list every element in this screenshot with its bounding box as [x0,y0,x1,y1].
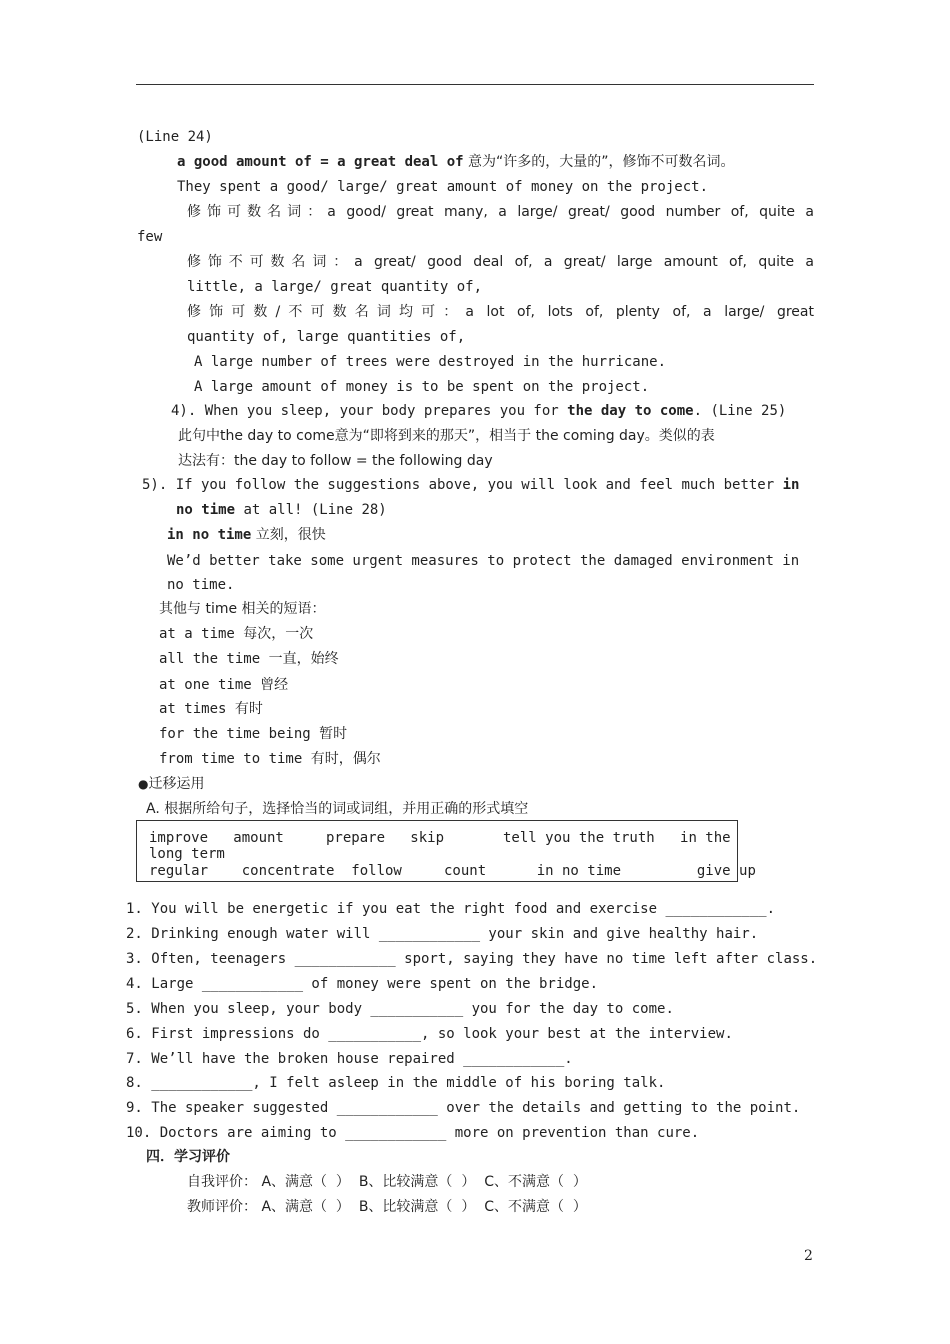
related-phrase: at times 有时 [159,701,263,717]
related-phrase: for the time being 暂时 [159,726,348,742]
both-note-cont: quantity of, large quantities of, [187,329,466,345]
example-sentence: A large amount of money is to be spent on the project. [194,379,650,395]
point-5-cont: no time at all! (Line 28) [176,502,387,518]
phrase-bold: in no time [167,527,252,543]
line-reference: (Line 24) [137,129,213,145]
exercise-item: 5. When you sleep, your body ___________ you for the day to come. [126,1001,674,1017]
page-number: 2 [804,1248,813,1264]
point-4-bold: the day to come [567,403,694,419]
uncountable-note-cont: little, a large/ great quantity of, [187,279,483,295]
example-sentence: A large number of trees were destroyed in the hurricane. [194,354,667,370]
evaluation-heading: 四．学习评价 [146,1149,230,1165]
example-sentence-cont: no time. [167,577,235,593]
countable-note-cont: few [137,229,163,245]
related-phrases-heading: 其他与 time 相关的短语： [159,601,326,617]
related-phrase: all the time 一直，始终 [159,651,339,667]
point-4-note-cont: 达法有：the day to follow = the following day [178,453,493,469]
related-phrase: at a time 每次，一次 [159,626,314,642]
section-transfer: ●迁移运用 [138,776,205,792]
both-note: 修饰可数/不可数名词均可：a lot of, lots of, plenty of, a large/ great [187,304,814,320]
exercise-item: 6. First impressions do ___________, so look your best at the interview. [126,1026,733,1042]
phrase-note: in no time 立刻，很快 [167,527,326,543]
word-bank-row: regular concentrate follow count in no time give up [149,863,756,879]
exercise-item: 7. We’ll have the broken house repaired ____________. [126,1051,573,1067]
exercise-item: 2. Drinking enough water will ____________ your skin and give healthy hair. [126,926,759,942]
exercise-instruction: A. 根据所给句子，选择恰当的词或词组，并用正确的形式填空 [146,801,529,817]
word-bank-box [136,820,756,882]
self-evaluation: 自我评价： A、满意（ ） B、比较满意（ ） C、不满意（ ） [187,1174,587,1190]
example-sentence: We’d better take some urgent measures to protect the damaged environment in [167,553,800,569]
example-sentence: They spent a good/ large/ great amount of money on the project. [177,179,709,195]
related-phrase: from time to time 有时，偶尔 [159,751,381,767]
point-5-bold: in [782,477,800,493]
exercise-item: 8. ____________, I felt asleep in the middle of his boring talk. [126,1075,666,1091]
exercise-item: 9. The speaker suggested ____________ over the details and getting to the point. [126,1100,801,1116]
phrase-bold: a good amount of = a great deal of [177,154,464,170]
phrase-meaning: 意为“许多的，大量的”，修饰不可数名词。 [463,154,735,170]
teacher-evaluation: 教师评价： A、满意（ ） B、比较满意（ ） C、不满意（ ） [187,1199,587,1215]
exercise-item: 3. Often, teenagers ____________ sport, saying they have no time left after class. [126,951,818,967]
phrase-note [177,153,735,171]
uncountable-note: 修饰不可数名词：a great/ good deal of, a great/ large amount of, quite a [187,254,814,270]
point-4: 4). When you sleep, your body prepares you for the day to come. (Line 25) [171,403,787,419]
related-phrase: at one time 曾经 [159,677,289,693]
word-bank-row: long term [149,846,225,862]
header-rule [136,84,814,85]
countable-note: 修饰可数名词：a good/ great many, a large/ great/ good number of, quite a [187,204,814,220]
point-5-bold: no time [176,502,236,518]
word-bank-row: improve amount prepare skip tell you the truth in the [149,830,731,846]
point-5: 5). If you follow the suggestions above, you will look and feel much better in [142,477,800,493]
point-4-note: 此句中the day to come意为“即将到来的那天”，相当于 the coming day。类似的表 [178,428,715,444]
bullet-icon: ● [138,777,149,791]
exercise-item: 10. Doctors are aiming to ____________ more on prevention than cure. [126,1125,700,1141]
exercise-item: 1. You will be energetic if you eat the right food and exercise ____________. [126,901,776,917]
exercise-item: 4. Large ____________ of money were spent on the bridge. [126,976,599,992]
